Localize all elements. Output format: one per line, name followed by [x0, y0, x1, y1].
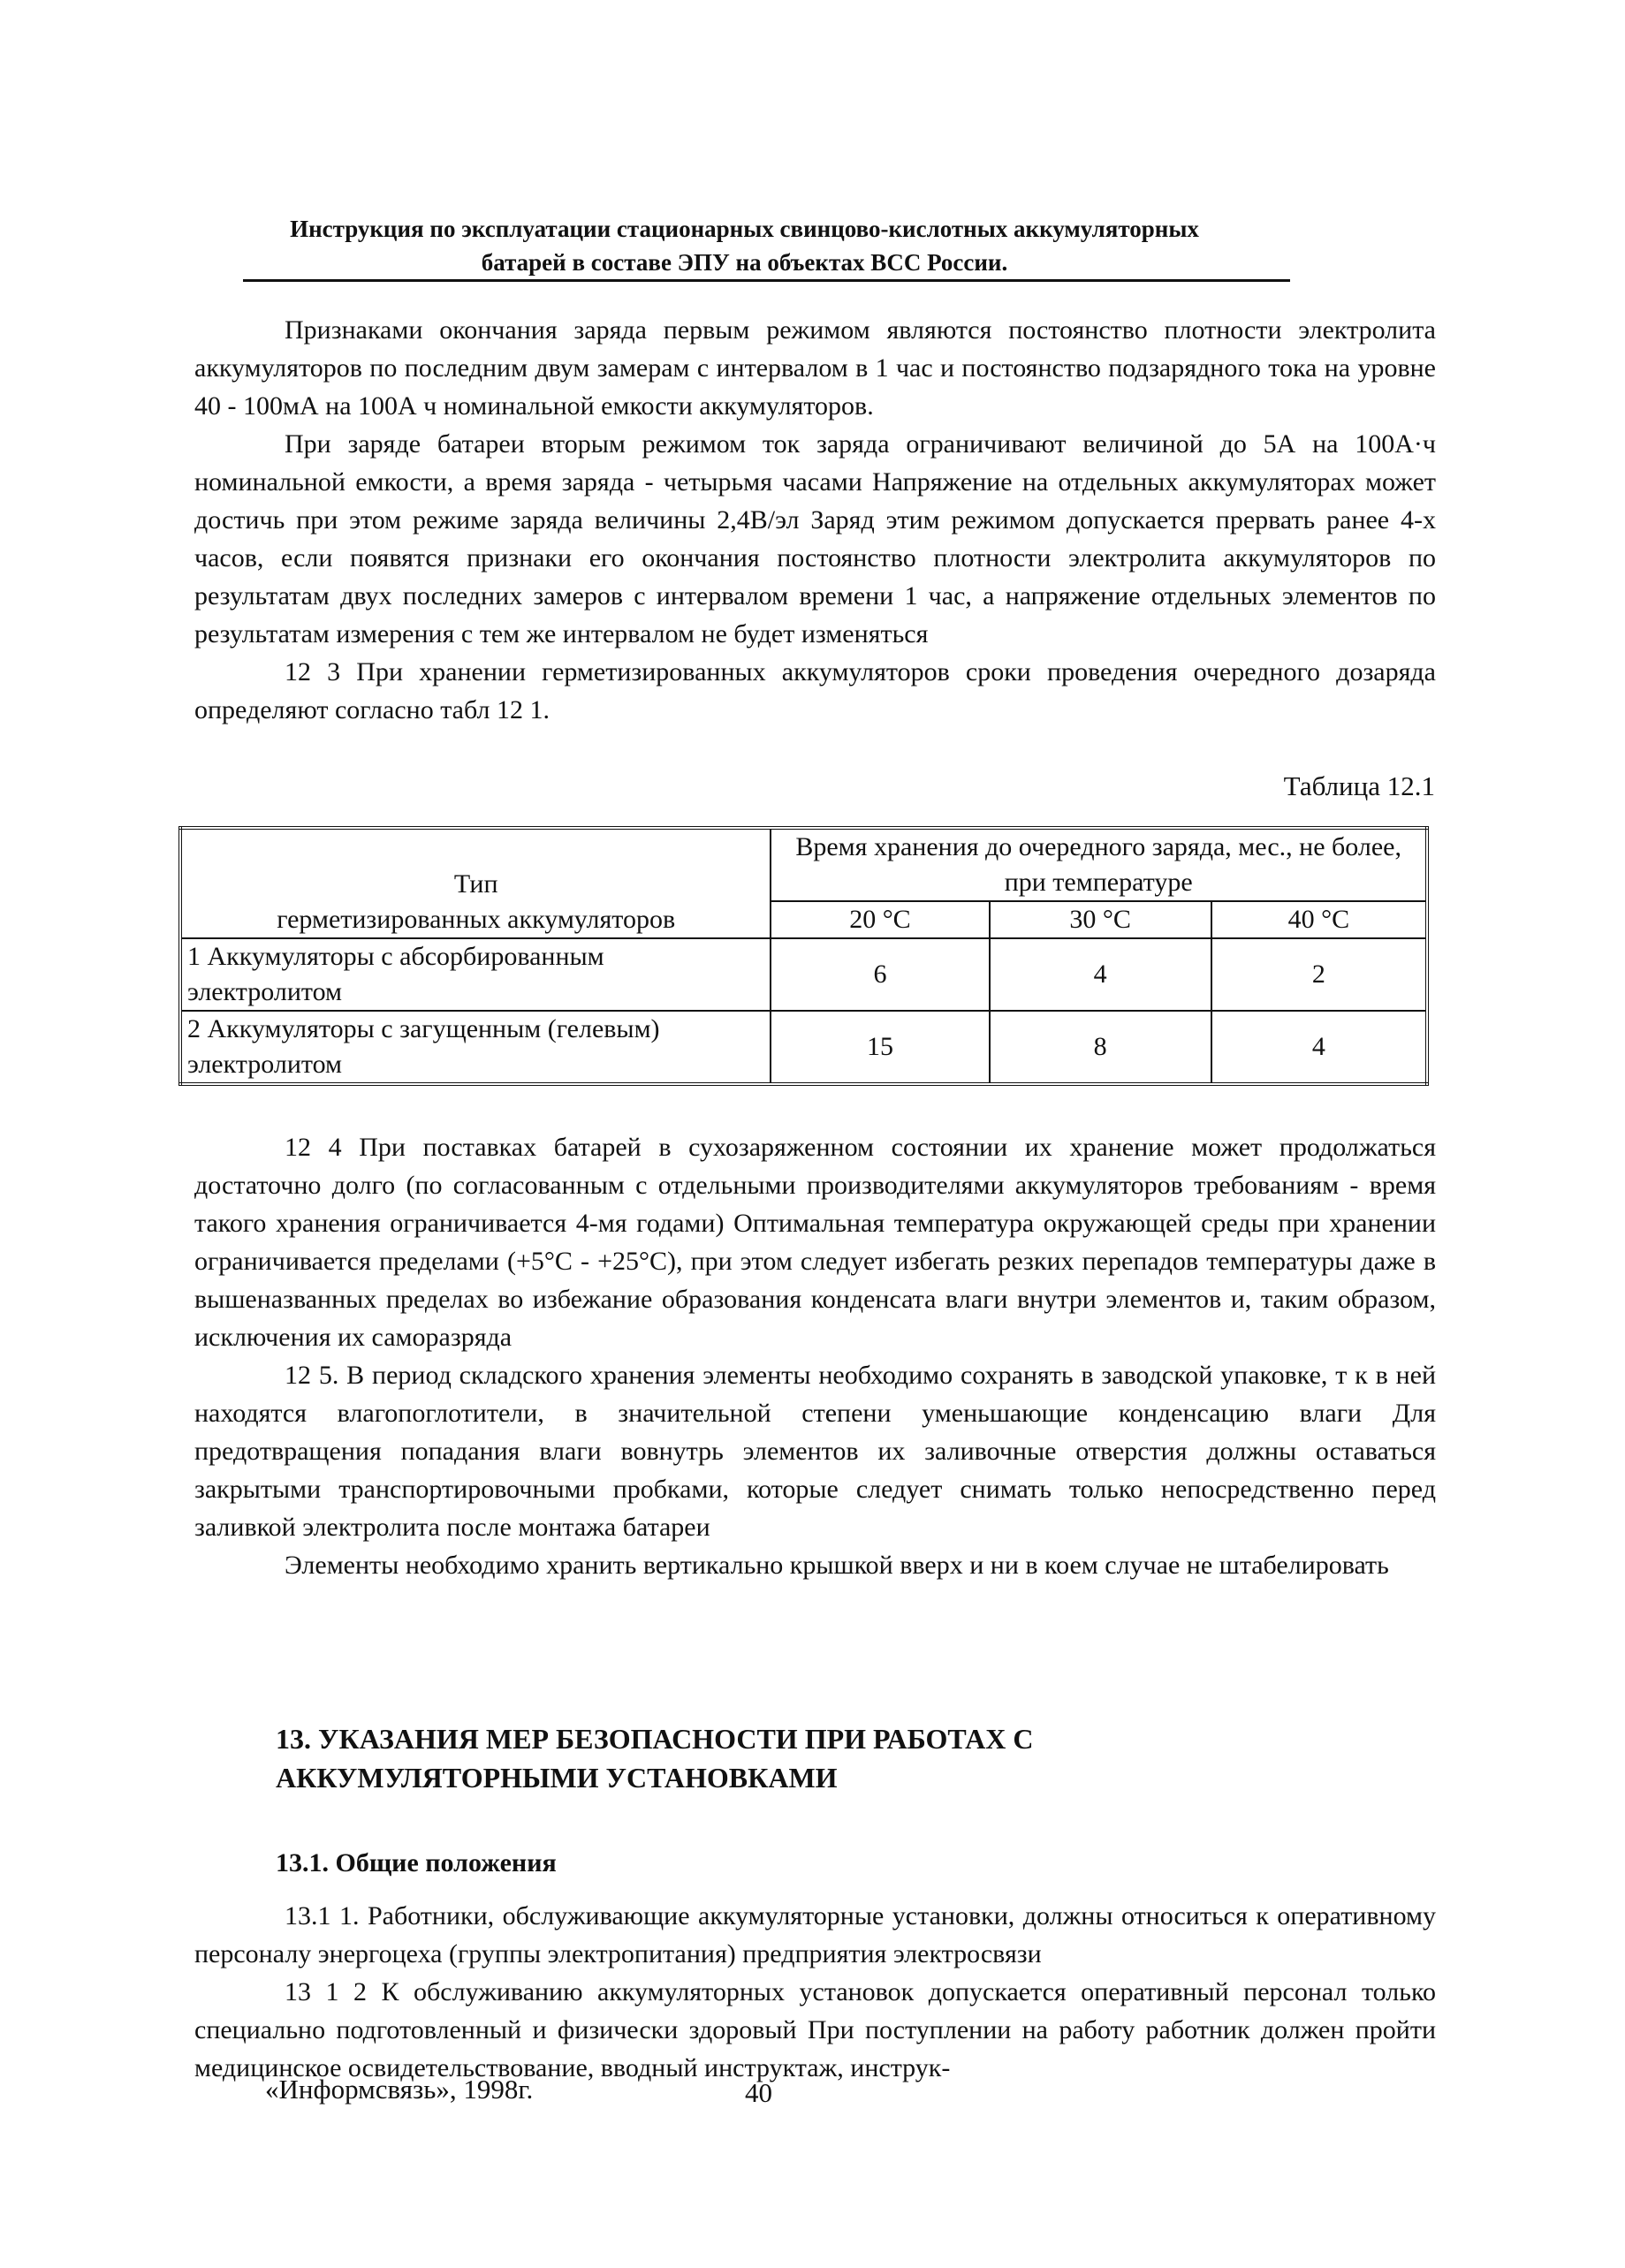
- table-row: [180, 938, 1427, 1011]
- temp-header: 20 °С: [771, 901, 989, 938]
- value-cell: 8: [990, 1011, 1211, 1084]
- value-cell: 6: [771, 938, 989, 1011]
- paragraph: 12 5. В период складского хранения элементы необходимо сохранять в заводской упаковке, т к в ней находятся влагопоглотители, в значительной степени уменьшающие конденсацию влаги Для предотвращения попадания влаги вовнутрь элементов их заливочные отверстия должны оставаться закрытыми транспортировочными пробками, которые следует снимать только непосредственно перед заливкой электролита после монтажа батареи: [194, 1361, 1436, 1542]
- paragraph: 13 1 2 К обслуживанию аккумуляторных установок допускается оперативный персонал только специально подготовленный и физически здоровый При поступлении на работу работник должен пройти медицинское освидетельствование, вводный инструктаж, инструк-: [194, 1977, 1436, 2082]
- paragraph: 12 3 При хранении герметизированных аккумуляторов сроки проведения очередного дозаряда определяют согласно табл 12 1.: [194, 657, 1436, 724]
- value-cell: 2: [1211, 938, 1427, 1011]
- battery-type-cell: 2 Аккумуляторы с загущенным (гелевым) электролитом: [180, 1011, 771, 1084]
- paragraph: Элементы необходимо хранить вертикально крышкой вверх и ни в коем случае не штабелировать: [285, 1551, 1389, 1580]
- paragraph: 13.1 1. Работники, обслуживающие аккумуляторные установки, должны относиться к оперативному персоналу энергоцеха (группы электропитания) предприятия электросвязи: [194, 1901, 1436, 1968]
- storage-table: [178, 826, 1429, 1086]
- type-header-line-1: Тип: [453, 869, 498, 899]
- body-middle: [194, 1128, 1436, 1584]
- page-header: [221, 212, 1268, 279]
- footer-publisher: «Информсвязь», 1998г.: [265, 2074, 534, 2105]
- battery-type-cell: 1 Аккумуляторы с абсорбированным электролитом: [180, 938, 771, 1011]
- value-cell: 15: [771, 1011, 989, 1084]
- table-caption: Таблица 12.1: [1283, 770, 1435, 801]
- storage-time-header: Время хранения до очередного заряда, мес., не более, при температуре: [771, 828, 1427, 901]
- body-top: [194, 311, 1436, 729]
- section-title: [276, 1719, 1033, 1797]
- paragraph: 12 4 При поставках батарей в сухозаряженном состоянии их хранение может продолжаться достаточно долго (по согласованным с отдельными производителями аккумуляторов требованиям - время такого хранения ограничивается 4-мя годами) Оптимальная температура окружающей среды при хранении ограничивается пределами (+5°С - +25°С), при этом следует избегать резких перепадов температуры даже в вышеназванных пределах во избежание образования конденсата влаги внутри элементов и, таким образом, исключения их саморазряда: [194, 1133, 1436, 1352]
- paragraph: Признаками окончания заряда первым режимом являются постоянство плотности электролита аккумуляторов по последним двум замерам с интервалом в 1 час и постоянство подзарядного тока на уровне 40 - 100мА на 100А ч номинальной емкости аккумуляторов.: [194, 315, 1436, 421]
- type-column-header: [180, 828, 771, 938]
- value-cell: 4: [990, 938, 1211, 1011]
- body-bottom: [194, 1897, 1436, 2087]
- header-line-2: батарей в составе ЭПУ на объектах ВСС России.: [481, 249, 1008, 276]
- section-title-line-2: АККУМУЛЯТОРНЫМИ УСТАНОВКАМИ: [276, 1762, 838, 1794]
- temp-header: 30 °С: [990, 901, 1211, 938]
- header-line-1: Инструкция по эксплуатации стационарных свинцово-кислотных аккумуляторных: [290, 216, 1199, 242]
- table-header-row: [180, 828, 1427, 901]
- paragraph: При заряде батареи вторым режимом ток заряда ограничивают величиной до 5А на 100А·ч номинальной емкости, а время заряда - четырьмя часами Напряжение на отдельных аккумуляторах может достичь при этом режиме заряда величины 2,4В/эл Заряд этим режимом допускается прервать ранее 4-х часов, если появятся признаки его окончания постоянство плотности электролита аккумуляторов по результатам двух последних замеров с интервалом времени 1 час, а напряжение отдельных элементов по результатам измерения с тем же интервалом не будет изменяться: [194, 429, 1436, 649]
- header-rule: [243, 279, 1290, 282]
- table-row: [180, 1011, 1427, 1084]
- section-title-line-1: 13. УКАЗАНИЯ МЕР БЕЗОПАСНОСТИ ПРИ РАБОТАХ С: [276, 1723, 1034, 1755]
- page-number: 40: [745, 2077, 772, 2108]
- temp-header: 40 °С: [1211, 901, 1427, 938]
- type-header-line-2: герметизированных аккумуляторов: [277, 905, 676, 934]
- subsection-title: 13.1. Общие положения: [276, 1848, 557, 1877]
- value-cell: 4: [1211, 1011, 1427, 1084]
